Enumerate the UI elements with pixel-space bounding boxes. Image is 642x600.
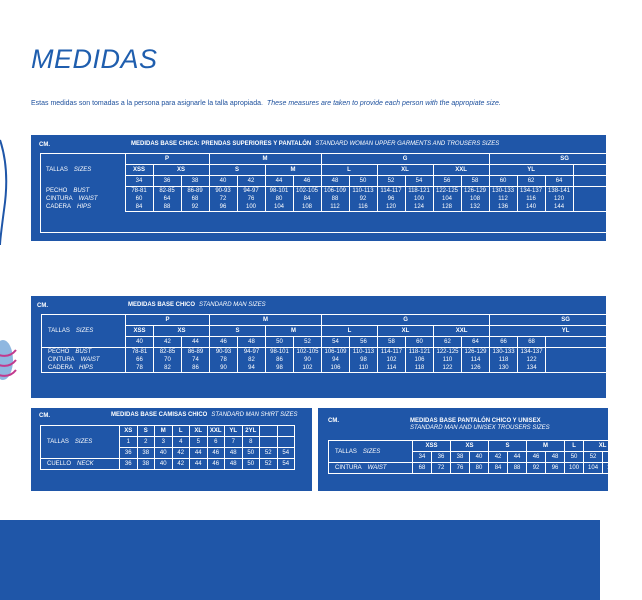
group-cell: M [209, 154, 321, 165]
neck-cell: 40 [155, 459, 173, 470]
number-cell: 56 [350, 337, 378, 348]
size-cell: XL [377, 165, 433, 176]
number-cell: 36 [153, 176, 181, 187]
men-sizes-panel [31, 296, 606, 398]
cm-label: CM. [328, 418, 339, 424]
group-cell: G [321, 154, 489, 165]
tallas-label: TALLAS SIZES [41, 426, 120, 459]
size-cell: L [322, 326, 378, 337]
measure-cell: 86-89 68 92 [181, 187, 209, 212]
measure-cell: 82-85 70 82 [154, 348, 182, 373]
size-cell: S [210, 326, 266, 337]
size-cell: 2YL [242, 426, 260, 437]
size-cell [260, 426, 278, 437]
number-cell: 60 [489, 176, 517, 187]
measures-row [42, 348, 642, 373]
intro-spanish: Estas medidas son tomadas a la persona para asignarle la talla apropiada. [31, 100, 263, 107]
measure-cell: 94-97 76 100 [237, 187, 265, 212]
number-cell: 36 [432, 452, 451, 463]
waist-cell: 104 [584, 463, 603, 474]
size-cell: L [172, 426, 190, 437]
page-title: MEDIDAS [31, 44, 158, 74]
measure-cell: 110-113 92 116 [349, 187, 377, 212]
number-cell: 68 [518, 337, 546, 348]
measure-cell: 78-81 66 78 [126, 348, 154, 373]
measure-cell: 126-129 114 126 [462, 348, 490, 373]
number-cell: 36 [120, 448, 138, 459]
measure-cell: 138-141 120 144 [545, 187, 573, 212]
table-row [40, 176, 640, 187]
number-cell: 62 [434, 337, 462, 348]
measures-row [40, 187, 640, 212]
waist-cell: 92 [527, 463, 546, 474]
number-cell: 4 [172, 437, 190, 448]
men-title: MEDIDAS BASE CHICO [128, 302, 196, 308]
waist-cell: 68 [413, 463, 432, 474]
number-cell: 44 [265, 176, 293, 187]
measure-cell: 134-137 116 140 [517, 187, 545, 212]
intro-english: These measures are taken to provide each person with the appropiate size. [266, 100, 501, 107]
number-cell: 46 [293, 176, 321, 187]
mannequin-decoration-top [0, 130, 14, 250]
measure-cell: 122-125 110 122 [434, 348, 462, 373]
size-cell: XSS [125, 165, 153, 176]
size-cell: M [155, 426, 173, 437]
neck-cell: 48 [225, 459, 243, 470]
women-panel-title [131, 141, 499, 147]
size-cell: XL [378, 326, 434, 337]
group-cell: G [322, 315, 490, 326]
shirts-panel-title [111, 412, 297, 418]
measure-cell: 82-85 64 88 [153, 187, 181, 212]
table-row [41, 426, 295, 437]
number-cell: 40 [126, 337, 154, 348]
men-size-table [41, 314, 642, 373]
size-cell: M [527, 441, 565, 452]
number-cell [277, 437, 295, 448]
size-cell: YL [490, 326, 642, 337]
number-cell: 50 [242, 448, 260, 459]
cm-label: CM. [37, 303, 48, 309]
number-cell: 64 [462, 337, 490, 348]
size-cell: XL [190, 426, 208, 437]
shirt-sizes-panel [31, 408, 312, 491]
measure-cell: 94-97 82 94 [238, 348, 266, 373]
trousers-size-table [328, 440, 622, 474]
number-cell: 52 [584, 452, 603, 463]
number-cell: 6 [207, 437, 225, 448]
trousers-title-en: STANDARD MAN AND UNISEX TROUSERS SIZES [410, 425, 550, 431]
measure-cell: 90-93 72 96 [209, 187, 237, 212]
size-cell: XSS [126, 326, 154, 337]
number-cell: 48 [546, 452, 565, 463]
table-row [329, 441, 622, 452]
number-cell: 52 [260, 448, 278, 459]
number-cell: 54 [277, 448, 295, 459]
measure-cell: 90-93 78 90 [210, 348, 238, 373]
number-cell: 42 [172, 448, 190, 459]
measure-cell: 118-121 106 118 [406, 348, 434, 373]
neck-cell: 46 [207, 459, 225, 470]
number-cell: 34 [413, 452, 432, 463]
women-sizes-panel [31, 135, 606, 241]
group-cell: SG [490, 315, 642, 326]
size-cell: XS [120, 426, 138, 437]
waist-cell: 96 [546, 463, 565, 474]
measure-cell: 102-105 90 102 [294, 348, 322, 373]
measure-cell: 106-109 94 106 [322, 348, 350, 373]
number-cell: 34 [125, 176, 153, 187]
measure-cell: 130-133 118 130 [490, 348, 518, 373]
number-cell: 50 [349, 176, 377, 187]
waist-cell: 76 [451, 463, 470, 474]
size-cell: M [265, 165, 321, 176]
table-row [40, 165, 640, 176]
table-row [42, 326, 642, 337]
measure-cell: 78-81 60 84 [125, 187, 153, 212]
number-cell: 44 [182, 337, 210, 348]
waist-cell: 72 [432, 463, 451, 474]
measure-cell: 134-137 122 134 [518, 348, 546, 373]
number-cell: 48 [225, 448, 243, 459]
intro-text [31, 100, 501, 107]
size-cell: YL [489, 165, 573, 176]
cm-label: CM. [39, 142, 50, 148]
group-cell: SG [489, 154, 640, 165]
shirts-title-en: STANDARD MAN SHIRT SIZES [211, 412, 298, 418]
number-cell: 52 [377, 176, 405, 187]
number-cell: 48 [321, 176, 349, 187]
neck-cell: 44 [190, 459, 208, 470]
number-cell: 54 [603, 452, 622, 463]
size-cell: L [565, 441, 584, 452]
size-cell: XS [153, 165, 209, 176]
trousers-sizes-panel [318, 408, 618, 491]
number-cell: 44 [508, 452, 527, 463]
number-cell: 58 [461, 176, 489, 187]
number-cell: 38 [181, 176, 209, 187]
number-cell: 42 [489, 452, 508, 463]
measure-labels: PECHO BUST CINTURA WAIST CADERA HIPS [42, 348, 126, 373]
footer-band [0, 520, 600, 600]
measure-cell: 130-133 112 136 [489, 187, 517, 212]
number-cell: 7 [225, 437, 243, 448]
number-cell: 48 [238, 337, 266, 348]
number-cell: 40 [470, 452, 489, 463]
number-cell: 56 [433, 176, 461, 187]
waist-label: CINTURA WAIST [329, 463, 413, 474]
measure-cell: 106-109 88 112 [321, 187, 349, 212]
neck-cell: 52 [260, 459, 278, 470]
men-title-en: STANDARD MAN SIZES [199, 302, 266, 308]
waist-cell: 80 [470, 463, 489, 474]
number-cell: 46 [210, 337, 238, 348]
size-cell: S [209, 165, 265, 176]
size-cell: L [321, 165, 377, 176]
size-cell [277, 426, 295, 437]
neck-cell: 54 [277, 459, 295, 470]
number-cell: 40 [209, 176, 237, 187]
neck-label: CUELLO NECK [41, 459, 120, 470]
number-cell [260, 437, 278, 448]
size-cell: XXL [207, 426, 225, 437]
number-cell: 8 [242, 437, 260, 448]
number-cell: 38 [137, 448, 155, 459]
waist-cell: 100 [565, 463, 584, 474]
number-cell: 38 [451, 452, 470, 463]
size-cell: XXL [433, 165, 489, 176]
size-cell: YL [225, 426, 243, 437]
shirt-size-table [40, 425, 295, 470]
waist-cell: 84 [489, 463, 508, 474]
neck-cell: 36 [120, 459, 138, 470]
women-title: MEDIDAS BASE CHICA: PRENDAS SUPERIORES Y PANTALÓN [131, 141, 312, 147]
number-cell: 44 [190, 448, 208, 459]
number-cell: 66 [490, 337, 518, 348]
number-cell: 60 [406, 337, 434, 348]
cm-label: CM. [39, 413, 50, 419]
size-cell: M [266, 326, 322, 337]
size-cell: S [489, 441, 527, 452]
measure-cell: 118-121 100 124 [405, 187, 433, 212]
number-cell: 50 [266, 337, 294, 348]
number-cell: 50 [565, 452, 584, 463]
waist-cell: 88 [508, 463, 527, 474]
number-cell: 42 [154, 337, 182, 348]
number-cell: 46 [207, 448, 225, 459]
size-cell: XS [154, 326, 210, 337]
group-cell: P [125, 154, 209, 165]
number-cell: 64 [545, 176, 573, 187]
number-cell: 58 [378, 337, 406, 348]
size-cell: XL [584, 441, 622, 452]
shirts-title: MEDIDAS BASE CAMISAS CHICO [111, 412, 208, 418]
number-cell: 2 [137, 437, 155, 448]
number-cell: 54 [322, 337, 350, 348]
measure-cell: 110-113 98 110 [350, 348, 378, 373]
trousers-title: MEDIDAS BASE PANTALÓN CHICO Y UNISEX [410, 418, 541, 424]
measure-cell: 114-117 96 120 [377, 187, 405, 212]
tallas-label: TALLAS SIZES [42, 315, 126, 348]
mannequin-decoration-bottom [0, 315, 18, 415]
size-cell: S [137, 426, 155, 437]
table-row [42, 315, 642, 326]
number-cell: 40 [155, 448, 173, 459]
measure-cell: 122-125 104 128 [433, 187, 461, 212]
measure-labels: PECHO BUST CINTURA WAIST CADERA HIPS [46, 188, 98, 210]
neck-cell: 50 [242, 459, 260, 470]
size-cell: XXL [434, 326, 490, 337]
group-cell: M [210, 315, 322, 326]
neck-cell: 42 [172, 459, 190, 470]
waist-row [329, 463, 622, 474]
measure-cell: 102-105 84 108 [293, 187, 321, 212]
women-title-en: STANDARD WOMAN UPPER GARMENTS AND TROUSERS SIZES [315, 141, 500, 147]
men-panel-title [128, 302, 266, 308]
tallas-label: TALLAS SIZES [329, 441, 413, 463]
trousers-panel-title [410, 418, 550, 432]
group-cell: P [126, 315, 210, 326]
table-row [40, 154, 640, 165]
neck-cell: 38 [137, 459, 155, 470]
measure-cell: 98-101 80 104 [265, 187, 293, 212]
number-cell: 62 [517, 176, 545, 187]
number-cell: 46 [527, 452, 546, 463]
table-row [42, 337, 642, 348]
number-cell: 42 [237, 176, 265, 187]
number-cell: 54 [405, 176, 433, 187]
tallas-label: TALLAS SIZES [46, 167, 92, 173]
neck-row [41, 459, 295, 470]
waist-cell: 108 [603, 463, 622, 474]
measure-cell: 98-101 86 98 [266, 348, 294, 373]
measure-cell: 86-89 74 86 [182, 348, 210, 373]
number-cell: 3 [155, 437, 173, 448]
measure-cell: 126-129 108 132 [461, 187, 489, 212]
number-cell: 1 [120, 437, 138, 448]
measure-cell: 114-117 102 114 [378, 348, 406, 373]
women-size-table [40, 153, 641, 212]
number-cell: 5 [190, 437, 208, 448]
size-cell: XSS [413, 441, 451, 452]
number-cell: 52 [294, 337, 322, 348]
size-cell: XS [451, 441, 489, 452]
